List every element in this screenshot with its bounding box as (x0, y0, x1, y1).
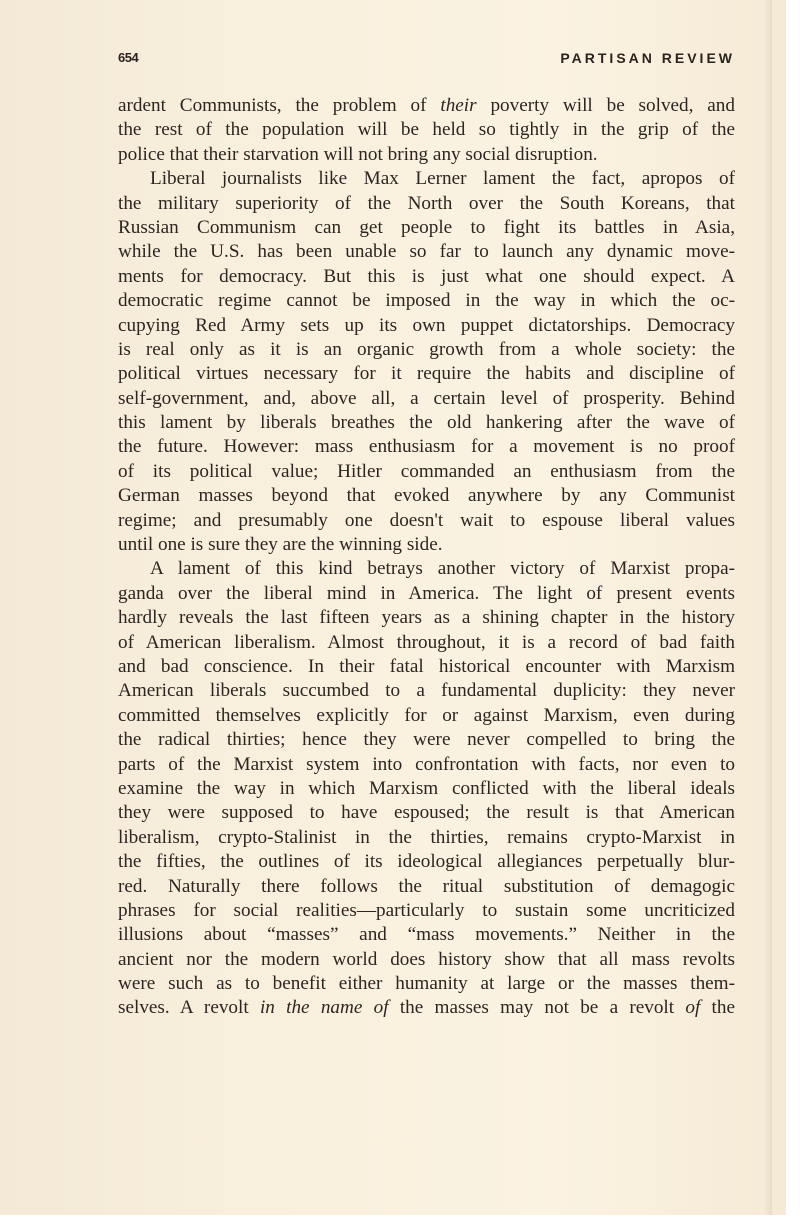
text-line (118, 509, 735, 533)
italic-text: in the name of (259, 997, 389, 1019)
text-run: committed themselves explicitly for or against Marxism, even during (118, 704, 735, 726)
text-run: this lament by liberals breathes the old hankering after the wave of (118, 412, 735, 434)
paragraph (118, 557, 735, 1020)
text-run: they were supposed to have espoused; the result is that American (118, 802, 735, 824)
text-line (118, 94, 735, 118)
text-line (118, 655, 735, 679)
text-run: the rest of the population will be held so tightly in the grip of the (118, 119, 735, 141)
text-line (118, 289, 735, 313)
text-run: American liberals succumbed to a fundamental duplicity: they never (118, 680, 735, 702)
text-line (118, 826, 735, 850)
text-line (118, 265, 735, 289)
journal-title: PARTISAN REVIEW (560, 50, 735, 66)
text-line (118, 996, 735, 1020)
text-line (118, 557, 735, 581)
text-line (118, 240, 735, 264)
text-line (118, 387, 735, 411)
text-line (118, 923, 735, 947)
italic-text: of (685, 997, 701, 1019)
page-number: 654 (118, 50, 139, 65)
text-run: the military superiority of the North over the South Koreans, that (118, 192, 735, 214)
text-run: democratic regime cannot be imposed in the way in which the oc- (118, 290, 735, 312)
text-run: Russian Communism can get people to fight its battles in Asia, (118, 216, 735, 238)
text-line (118, 948, 735, 972)
paragraph (118, 94, 735, 167)
text-run: police that their starvation will not bring any social disruption. (118, 143, 598, 165)
page-edge-shadow (764, 0, 772, 1215)
text-line (118, 875, 735, 899)
text-run: were such as to benefit either humanity at large or the masses them- (118, 973, 735, 995)
text-line (118, 679, 735, 703)
text-line (118, 435, 735, 459)
text-run: A lament of this kind betrays another victory of Marxist propa- (150, 558, 735, 580)
text-run: of American liberalism. Almost throughout, it is a record of bad faith (118, 631, 735, 653)
text-run: the masses may not be a revolt (388, 997, 686, 1019)
text-line (118, 484, 735, 508)
text-run: political virtues necessary for it require the habits and discipline of (118, 363, 735, 385)
text-line (118, 728, 735, 752)
text-run: the fifties, the outlines of its ideological allegiances perpetually blur- (118, 851, 735, 873)
text-run: the future. However: mass enthusiasm for a movement is no proof (118, 436, 735, 458)
text-run: phrases for social realities—particularly to sustain some uncriticized (118, 899, 735, 921)
text-run: poverty will be solved, and (476, 95, 735, 116)
text-line (118, 777, 735, 801)
text-line (118, 192, 735, 216)
text-run: until one is sure they are the winning side. (118, 534, 443, 556)
text-line (118, 411, 735, 435)
text-run: illusions about “masses” and “mass movements.” Neither in the (118, 924, 735, 946)
text-line (118, 533, 735, 557)
text-line (118, 460, 735, 484)
text-line (118, 362, 735, 386)
text-run: Liberal journalists like Max Lerner lament the fact, apropos of (150, 168, 735, 190)
text-run: German masses beyond that evoked anywhere by any Communist (118, 485, 735, 507)
text-run: ments for democracy. But this is just what one should expect. A (118, 265, 735, 287)
text-run: ardent Communists, the problem of (118, 95, 441, 116)
text-run: parts of the Marxist system into confrontation with facts, nor even to (118, 753, 735, 775)
italic-text: their (440, 95, 477, 116)
text-line (118, 582, 735, 606)
text-run: ganda over the liberal mind in America. The light of present events (118, 582, 735, 604)
text-line (118, 899, 735, 923)
text-run: regime; and presumably one doesn't wait to espouse liberal values (118, 509, 735, 531)
text-run: cupying Red Army sets up its own puppet dictatorships. Democracy (118, 314, 735, 336)
text-run: the radical thirties; hence they were never compelled to bring the (118, 729, 735, 751)
text-line (118, 216, 735, 240)
text-run: self-government, and, above all, a certain level of prosperity. Behind (118, 387, 735, 409)
text-run: is real only as it is an organic growth from a whole society: the (118, 338, 735, 360)
text-line (118, 338, 735, 362)
text-line (118, 314, 735, 338)
text-run: of its political value; Hitler commanded an enthusiasm from the (118, 460, 735, 482)
text-line (118, 167, 735, 191)
text-run: liberalism, crypto-Stalinist in the thirties, remains crypto-Marxist in (118, 826, 735, 848)
text-run: the (700, 997, 735, 1019)
text-line (118, 850, 735, 874)
text-line (118, 972, 735, 996)
text-line (118, 606, 735, 630)
text-line (118, 143, 735, 167)
text-line (118, 631, 735, 655)
text-run: and bad conscience. In their fatal historical encounter with Marxism (118, 655, 735, 677)
text-line (118, 801, 735, 825)
running-head (118, 50, 735, 70)
text-line (118, 118, 735, 142)
text-run: hardly reveals the last fifteen years as a shining chapter in the history (118, 607, 735, 629)
text-line (118, 753, 735, 777)
text-run: selves. A revolt (118, 997, 260, 1019)
paragraph (118, 167, 735, 557)
text-run: red. Naturally there follows the ritual substitution of demagogic (118, 875, 735, 897)
text-run: while the U.S. has been unable so far to launch any dynamic move- (118, 241, 735, 263)
body-text (118, 94, 735, 1021)
text-line (118, 704, 735, 728)
text-run: ancient nor the modern world does history show that all mass revolts (118, 948, 735, 970)
text-run: examine the way in which Marxism conflicted with the liberal ideals (118, 777, 735, 799)
